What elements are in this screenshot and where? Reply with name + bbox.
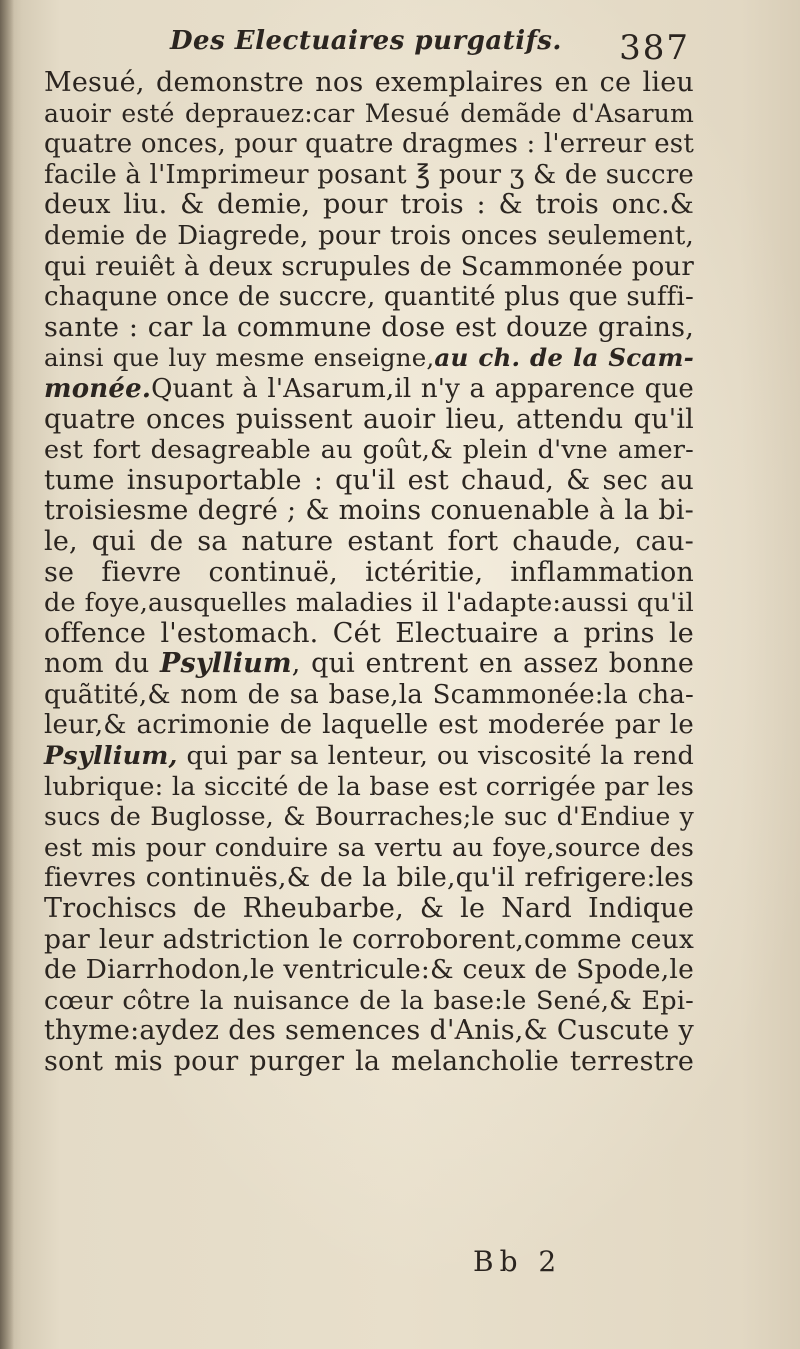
text-segment: se fievre continuë, ictéritie, inflammation xyxy=(44,556,694,588)
text-line xyxy=(44,282,694,313)
text-line xyxy=(44,190,694,221)
text-segment: qui reuiêt à deux scrupules de Scammonée pour xyxy=(44,251,694,282)
text-segment: chaqune once de succre, quantité plus que suffi- xyxy=(44,282,694,313)
text-line xyxy=(44,221,694,252)
text-line xyxy=(44,313,694,344)
text-segment: facile à l'Imprimeur posant ℥ pour ʒ & de succre xyxy=(44,159,694,190)
text-line xyxy=(44,129,694,160)
text-segment: le, qui de sa nature estant fort chaude, cau- xyxy=(44,525,694,557)
text-line xyxy=(44,925,694,956)
text-segment: cœur côtre la nuisance de la base:le Sené,& Epi- xyxy=(44,985,694,1016)
text-line xyxy=(44,863,694,894)
text-segment: sont mis pour purger la melancholie terrestre xyxy=(44,1046,694,1077)
body-text xyxy=(44,68,694,1078)
text-segment: quatre onces puissent auoir lieu, attendu qu'il xyxy=(44,403,694,435)
text-line xyxy=(44,1047,694,1078)
text-line xyxy=(44,527,694,558)
text-segment: leur,& acrimonie de laquelle est moderée par le xyxy=(44,710,694,741)
text-segment: Trochiscs de Rheubarbe, & le Nard Indique xyxy=(44,893,694,925)
text-line xyxy=(44,1016,694,1047)
text-segment: , qui entrent en assez bonne xyxy=(291,648,694,680)
text-segment: qui par sa lenteur, ou viscosité la rend xyxy=(177,741,694,772)
text-segment: quatre onces, pour quatre dragmes : l'erreur est xyxy=(44,129,694,160)
text-segment: de Diarrhodon,le ventricule:& ceux de Spode,le xyxy=(44,954,694,986)
text-segment: ainsi que luy mesme enseigne, xyxy=(44,343,435,373)
text-segment: Mesué, demonstre nos exemplaires en ce lieu xyxy=(44,67,694,98)
text-segment: de foye,ausquelles maladies il l'adapte:aussi qu'il xyxy=(44,588,694,619)
text-segment: offence l'estomach. Cét Electuaire a prins le xyxy=(44,617,694,649)
italic-segment: monée. xyxy=(44,373,152,404)
text-segment: Quant à l'Asarum,il n'y a apparence que xyxy=(151,373,694,404)
text-segment: lubrique: la siccité de la base est corrigée par les xyxy=(44,771,694,802)
text-segment: thyme:aydez des semences d'Anis,& Cuscute y xyxy=(44,1015,694,1047)
italic-segment: au ch. de la Scam- xyxy=(434,343,694,373)
page-gutter-shadow xyxy=(0,0,14,1349)
text-line xyxy=(44,833,694,864)
text-segment: est fort desagreable au goût,& plein d'vne amer- xyxy=(44,435,694,466)
text-segment: sucs de Buglosse, & Bourraches;le suc d'Endiue y xyxy=(44,802,694,832)
text-line xyxy=(44,772,694,803)
text-line xyxy=(44,160,694,191)
italic-segment: Psyllium xyxy=(160,648,292,680)
text-line xyxy=(44,619,694,650)
text-line xyxy=(44,802,694,833)
text-line xyxy=(44,405,694,436)
text-segment: fievres continuës,& de la bile,qu'il refrigere:les xyxy=(44,862,694,894)
text-line xyxy=(44,588,694,619)
text-segment: deux liu. & demie, pour trois : & trois onc.& xyxy=(44,189,694,221)
text-segment: tume insuportable : qu'il est chaud, & sec au xyxy=(44,464,694,496)
text-line xyxy=(44,741,694,772)
text-line xyxy=(44,374,694,405)
text-line xyxy=(44,466,694,497)
text-segment: demie de Diagrede, pour trois onces seulement, xyxy=(44,220,694,251)
signature-mark: Bb 2 xyxy=(473,1245,563,1278)
text-line xyxy=(44,649,694,680)
text-segment: auoir esté deprauez:car Mesué demãde d'Asarum xyxy=(44,98,694,128)
text-segment: nom du xyxy=(44,648,161,680)
text-line xyxy=(44,252,694,283)
text-segment: sante : car la commune dose est douze grains, xyxy=(44,311,694,343)
text-segment: est mis pour conduire sa vertu au foye,source des xyxy=(44,832,694,862)
text-line xyxy=(44,496,694,527)
italic-segment: Psyllium, xyxy=(44,741,178,772)
text-line xyxy=(44,986,694,1017)
text-line xyxy=(44,99,694,130)
page-number: 387 xyxy=(619,28,690,68)
text-line xyxy=(44,955,694,986)
text-line xyxy=(44,435,694,466)
page-header xyxy=(170,22,690,72)
text-line xyxy=(44,68,694,99)
text-segment: quãtité,& nom de sa base,la Scammonée:la cha- xyxy=(44,679,694,710)
text-line xyxy=(44,680,694,711)
text-line xyxy=(44,343,694,374)
text-line xyxy=(44,558,694,589)
text-line xyxy=(44,710,694,741)
text-segment: par leur adstriction le corroborent,comme ceux xyxy=(44,923,694,955)
running-title: Des Electuaires purgatifs. xyxy=(170,26,562,56)
text-segment: troisiesme degré ; & moins conuenable à la bi- xyxy=(44,495,694,527)
text-line xyxy=(44,894,694,925)
